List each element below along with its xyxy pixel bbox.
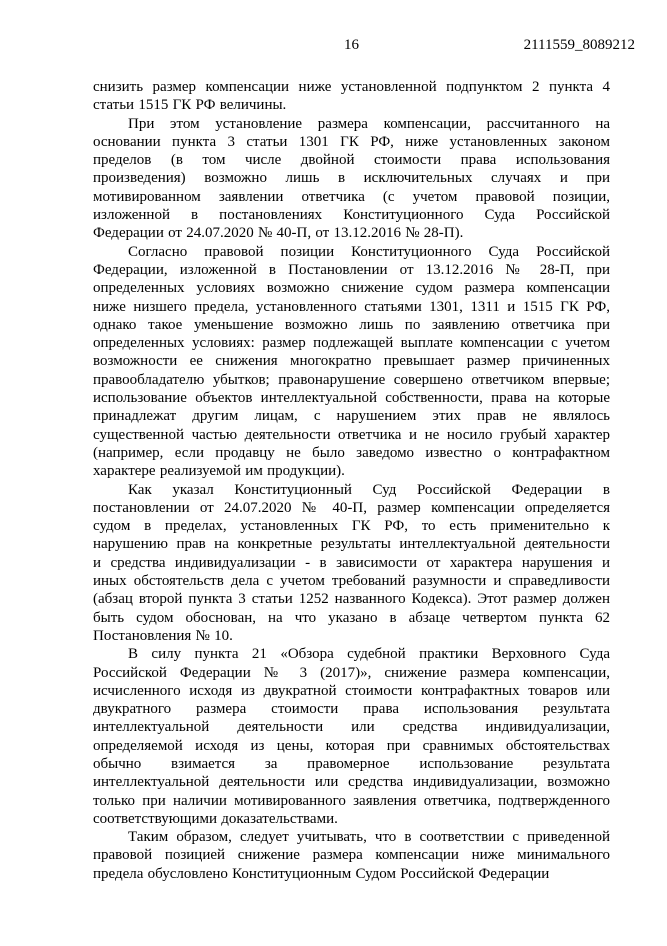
text-line: снизить размер компенсации ниже установленной подпунктом 2 пункта 4 [93, 79, 610, 95]
text-line: иных обстоятельств дела с учетом требований разумности и справедливости [93, 573, 610, 590]
text-line: статьи 1515 ГК РФ величины. [93, 97, 287, 114]
text-line: и средства индивидуализации - в зависимости от характера нарушения и [93, 554, 610, 571]
text-line: судом в пределах, установленных ГК РФ, то есть применительно к [93, 518, 610, 535]
text-line: правовой позицией снижение размера компенсации ниже минимального [93, 847, 610, 864]
text-line: определенных условиях: размер подлежащей выплате компенсации с учетом [93, 335, 610, 352]
text-line: интеллектуальной деятельности или средства индивидуализации, возможно [93, 774, 610, 791]
text-line: предела обусловлено Конституционным Судом Российской Федерации [93, 865, 550, 882]
text-line: (например, если продавцу не было заведомо известно о контрафактном [93, 444, 610, 461]
text-line: возможности ее снижения многократно превышает размер причиненных [93, 353, 610, 370]
document-body [93, 78, 610, 883]
text-line: Таким образом, следует учитывать, что в соответствии с приведенной [128, 829, 610, 846]
text-line: Как указал Конституционный Суд Российской Федерации в [128, 481, 610, 498]
text-line: основании пункта 3 статьи 1301 ГК РФ, ниже установленных законом [93, 133, 610, 150]
text-line: мотивированном заявлении ответчика (с учетом правовой позиции, [93, 188, 610, 205]
text-line: интеллектуальной деятельности или средства индивидуализации, [93, 719, 610, 736]
document-number: 2111559_8089212 [523, 37, 635, 53]
text-line: принадлежат другим лицам, с нарушением этих прав не являлось [93, 408, 610, 425]
text-line: постановлении от 24.07.2020 № 40-П, размер компенсации определяется [93, 499, 610, 516]
paragraph [93, 78, 610, 115]
text-line: пределов (в том числе двойной стоимости права использования [93, 152, 610, 169]
page-number: 16 [344, 37, 359, 53]
text-line: произведения) возможно лишь в исключительных случаях и при [93, 170, 610, 187]
text-line: В силу пункта 21 «Обзора судебной практики Верховного Суда [128, 646, 610, 663]
paragraph [93, 243, 610, 481]
text-line: однако такое уменьшение возможно лишь по заявлению ответчика при [93, 316, 610, 333]
text-line: только при наличии мотивированного заявления ответчика, подтвержденного [93, 792, 610, 809]
text-line: Согласно правовой позиции Конституционного Суда Российской [128, 243, 610, 260]
text-line: соответствующими доказательствами. [93, 810, 338, 827]
text-line: Федерации, изложенной в Постановлении от 13.12.2016 № 28-П, при [93, 261, 610, 278]
text-line: характере реализуемой им продукции). [93, 463, 345, 480]
text-line: (абзац второй пункта 3 статьи 1252 названного Кодекса). Этот размер должен [93, 591, 610, 608]
paragraph [93, 828, 610, 883]
paragraph [93, 115, 610, 243]
text-line: использование объектов интеллектуальной собственности, права на которые [93, 390, 610, 407]
text-line: определенных условиях возможно снижение судом размера компенсации [93, 280, 610, 297]
text-line: ниже низшего предела, установленного статьями 1301, 1311 и 1515 ГК РФ, [93, 298, 610, 315]
text-line: существенной частью деятельности ответчика и не носило грубый характер [93, 426, 610, 443]
text-line: обычно взимается за правомерное использование результата [93, 755, 610, 772]
paragraph [93, 645, 610, 828]
text-line: исчисленного исходя из двукратной стоимости контрафактных товаров или [93, 682, 610, 699]
text-line: Постановления № 10. [93, 627, 233, 644]
text-line: быть судом обоснован, на что указано в абзаце четвертом пункта 62 [93, 609, 610, 626]
text-line: При этом установление размера компенсации, рассчитанного на [128, 115, 610, 132]
text-line: нарушению прав на конкретные результаты интеллектуальной деятельности [93, 536, 610, 553]
text-line: двукратного размера стоимости права использования результата [93, 701, 610, 718]
text-line: изложенной в постановлениях Конституционного Суда Российской [93, 207, 610, 224]
text-line: определяемой исходя из цены, которая при сравнимых обстоятельствах [93, 737, 610, 754]
paragraph [93, 481, 610, 646]
text-line: правообладателю убытков; правонарушение совершено ответчиком впервые; [93, 371, 610, 388]
text-line: Российской Федерации № 3 (2017)», снижение размера компенсации, [93, 664, 610, 681]
text-line: Федерации от 24.07.2020 № 40-П, от 13.12.2016 № 28-П). [93, 225, 464, 242]
